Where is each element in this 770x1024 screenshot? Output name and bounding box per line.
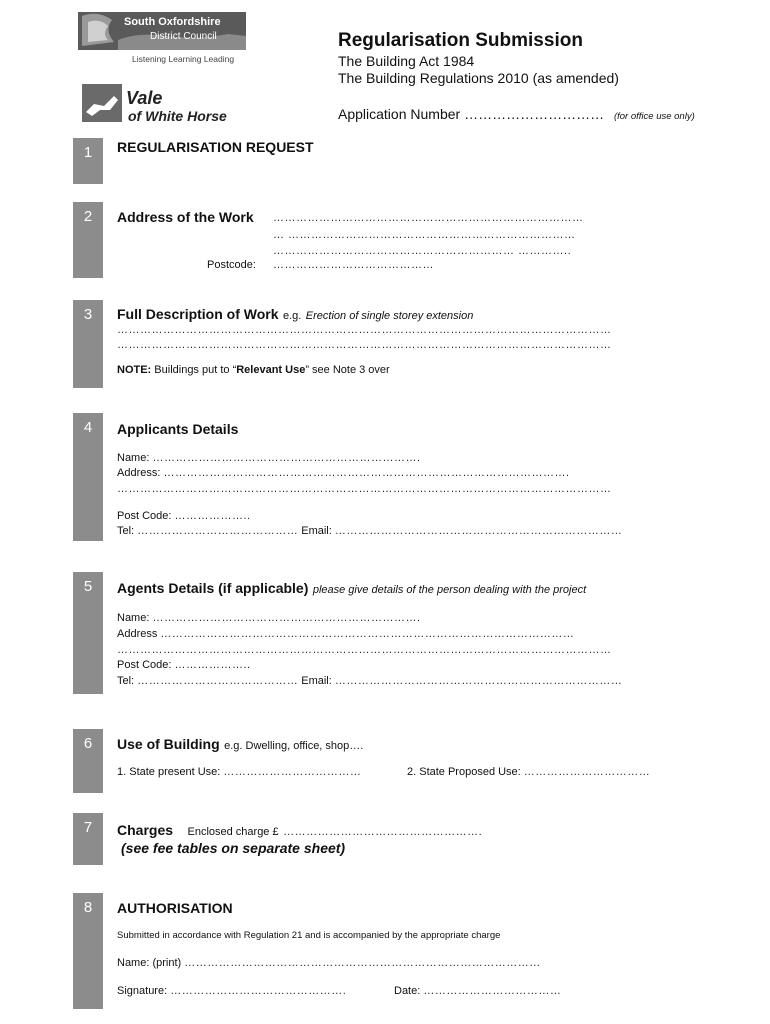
print-name-label: Name: (print) xyxy=(117,957,182,969)
relevant-use-note: NOTE: Buildings put to “Relevant Use” see Note 3 over xyxy=(117,364,390,376)
agent-name-input[interactable]: ……………………………………………………………. xyxy=(152,612,421,624)
section-5 xyxy=(117,580,687,695)
fee-tables-note: (see fee tables on separate sheet) xyxy=(121,840,346,856)
section-6-eg: e.g. Dwelling, office, shop…. xyxy=(224,740,364,752)
logo-vale: Vale xyxy=(126,88,163,108)
section-8 xyxy=(117,900,687,1010)
section-5-hint: please give details of the person dealing with the project xyxy=(312,584,587,596)
section-4-title: Applicants Details xyxy=(117,421,239,437)
section-7-tab: 7 xyxy=(73,813,103,865)
present-use-label: 1. State present Use: xyxy=(117,766,221,778)
logo-council-sub: District Council xyxy=(150,31,217,42)
application-number-input[interactable]: ………………………… xyxy=(464,106,605,122)
section-7 xyxy=(117,822,687,866)
section-1 xyxy=(117,139,687,155)
postcode-input[interactable]: …………………………………… xyxy=(273,259,434,271)
logo-council-name: South Oxfordshire xyxy=(124,16,221,28)
section-3-title: Full Description of Work xyxy=(117,306,279,322)
building-regs: The Building Regulations 2010 (as amended) xyxy=(338,70,619,86)
agent-tel-input[interactable]: …………………………………… xyxy=(137,675,299,687)
logo-white-horse: of White Horse xyxy=(128,108,227,124)
work-address-line-3[interactable]: ……………………………………………………… ………….. xyxy=(273,245,572,257)
applicant-name-input[interactable]: ……………………………………………………………. xyxy=(152,452,421,464)
logo-tagline: Listening Learning Leading xyxy=(132,54,235,64)
agent-tel-label: Tel: xyxy=(117,675,135,687)
applicant-postcode-input[interactable]: ……………….. xyxy=(174,510,251,522)
date-label: Date: xyxy=(394,985,421,997)
section-4 xyxy=(117,421,687,541)
proposed-use-label: 2. State Proposed Use: xyxy=(407,766,521,778)
signature-label: Signature: xyxy=(117,985,168,997)
applicant-postcode-label: Post Code: xyxy=(117,510,172,522)
applicant-name-label: Name: xyxy=(117,452,150,464)
agent-postcode-label: Post Code: xyxy=(117,659,172,671)
applicant-email-label: Email: xyxy=(301,525,332,537)
section-6-title: Use of Building xyxy=(117,736,220,752)
agent-name-label: Name: xyxy=(117,612,150,624)
section-4-tab: 4 xyxy=(73,413,103,541)
authorisation-statement: Submitted in accordance with Regulation 21 and is accompanied by the appropriate charge xyxy=(117,930,501,941)
applicant-email-input[interactable]: ………………………………………………………………… xyxy=(334,525,623,537)
present-use-input[interactable]: ……………………………… xyxy=(223,766,362,778)
section-8-tab: 8 xyxy=(73,893,103,1009)
print-name-input[interactable]: ………………………………………………………………………………… xyxy=(184,957,541,969)
signature-input[interactable]: ………………………………………. xyxy=(170,985,347,997)
section-7-title: Charges xyxy=(117,822,174,838)
application-number-field xyxy=(338,106,695,122)
section-3 xyxy=(117,306,687,386)
section-2 xyxy=(117,209,687,279)
applicant-address-line-2[interactable]: ………………………………………………………………………………………………………………… xyxy=(117,483,612,495)
agent-email-input[interactable]: ………………………………………………………………… xyxy=(334,675,623,687)
applicant-tel-input[interactable]: …………………………………… xyxy=(137,525,299,537)
work-address-line-1[interactable]: ……………………………………………………………………… xyxy=(273,212,584,224)
work-address-line-2[interactable]: … ………………………………………………………………… xyxy=(273,229,576,241)
date-input[interactable]: ……………………………… xyxy=(423,985,562,997)
postcode-label: Postcode: xyxy=(207,259,256,271)
agent-address-input[interactable]: ……………………………………………………………………………………………… xyxy=(160,628,575,640)
office-use-note: (for office use only) xyxy=(613,111,695,122)
vale-white-horse-logo xyxy=(80,82,250,128)
enclosed-charge-input[interactable]: ……………………………………………. xyxy=(283,826,483,838)
agent-address-line-2[interactable]: ………………………………………………………………………………………………………………… xyxy=(117,644,612,656)
description-line-2[interactable]: ………………………………………………………………………………………………………………… xyxy=(117,339,612,351)
applicant-address-input[interactable]: ……………………………………………………………………………………………. xyxy=(163,467,570,479)
section-8-title: AUTHORISATION xyxy=(117,900,233,916)
section-6-tab: 6 xyxy=(73,729,103,793)
section-2-tab: 2 xyxy=(73,202,103,278)
proposed-use-input[interactable]: …………………………… xyxy=(523,766,651,778)
section-1-title: REGULARISATION REQUEST xyxy=(117,139,314,155)
section-5-title: Agents Details (if applicable) xyxy=(117,580,309,596)
section-3-tab: 3 xyxy=(73,300,103,388)
agent-postcode-input[interactable]: ……………….. xyxy=(174,659,251,671)
applicant-tel-label: Tel: xyxy=(117,525,135,537)
section-3-eg: e.g. xyxy=(282,310,302,322)
application-number-label: Application Number xyxy=(338,106,461,122)
agent-address-label: Address xyxy=(117,628,158,640)
south-oxfordshire-logo xyxy=(78,12,246,68)
description-line-1[interactable]: ………………………………………………………………………………………………………………… xyxy=(117,324,612,336)
agent-email-label: Email: xyxy=(301,675,332,687)
enclosed-charge-label: Enclosed charge £ xyxy=(187,826,279,838)
applicant-address-label: Address: xyxy=(117,467,161,479)
form-title: Regularisation Submission xyxy=(338,30,583,51)
section-3-example: Erection of single storey extension xyxy=(305,310,474,322)
section-6 xyxy=(117,736,687,794)
section-2-title: Address of the Work xyxy=(117,209,254,225)
section-1-tab: 1 xyxy=(73,138,103,184)
building-act: The Building Act 1984 xyxy=(338,53,475,69)
section-5-tab: 5 xyxy=(73,572,103,694)
